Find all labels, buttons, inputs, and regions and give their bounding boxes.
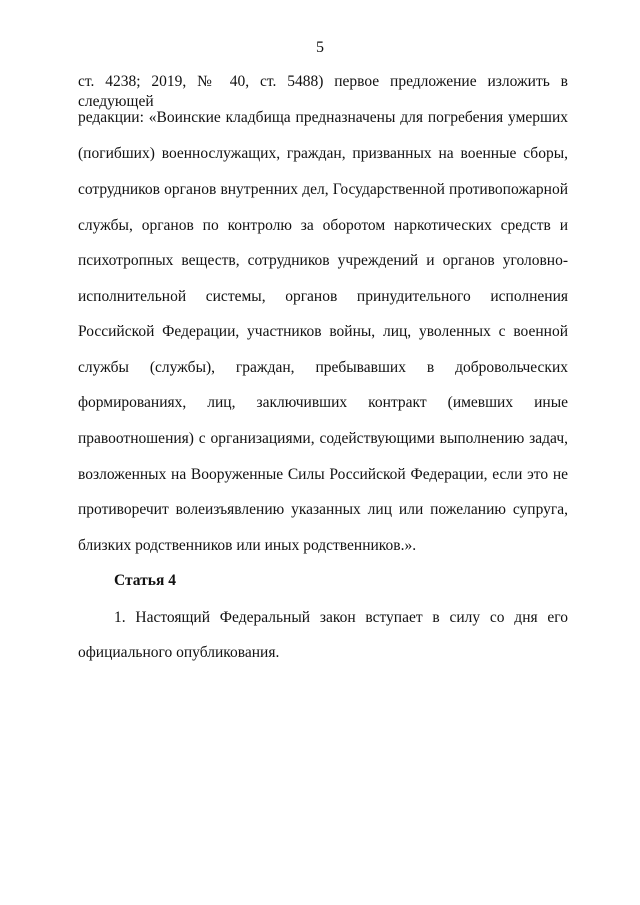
text-line: психотропных веществ, сотрудников учреждений и органов уголовно- [78,252,568,269]
text-line: 1. Настоящий Федеральный закон вступает в силу со дня его [114,609,568,626]
text-line: правоотношения) с организациями, содействующими выполнению задач, [78,430,568,447]
text-line: ст. 4238; 2019, № 40, ст. 5488) первое предложение изложить в следующей [78,73,568,110]
text-line: противоречит волеизъявлению указанных лиц или пожеланию супруга, [78,501,568,518]
text-line: службы, органов по контролю за оборотом наркотических средств и [78,217,568,234]
text-line: сотрудников органов внутренних дел, Государственной противопожарной [78,181,568,198]
article-heading: Статья 4 [114,572,176,589]
text-line: исполнительной системы, органов принудительного исполнения [78,288,568,305]
text-line: возложенных на Вооруженные Силы Российской Федерации, если это не [78,466,568,483]
text-line: официального опубликования. [78,644,280,661]
page-number: 5 [316,39,324,56]
text-line: службы (службы), граждан, пребывавших в добровольческих [78,359,568,376]
text-line: формированиях, лиц, заключивших контракт (имевших иные [78,394,568,411]
text-line: Российской Федерации, участников войны, лиц, уволенных с военной [78,323,568,340]
text-line: близких родственников или иных родственников.». [78,537,417,554]
text-line: (погибших) военнослужащих, граждан, призванных на военные сборы, [78,145,568,162]
text-line: редакции: «Воинские кладбища предназначены для погребения умерших [78,109,568,126]
